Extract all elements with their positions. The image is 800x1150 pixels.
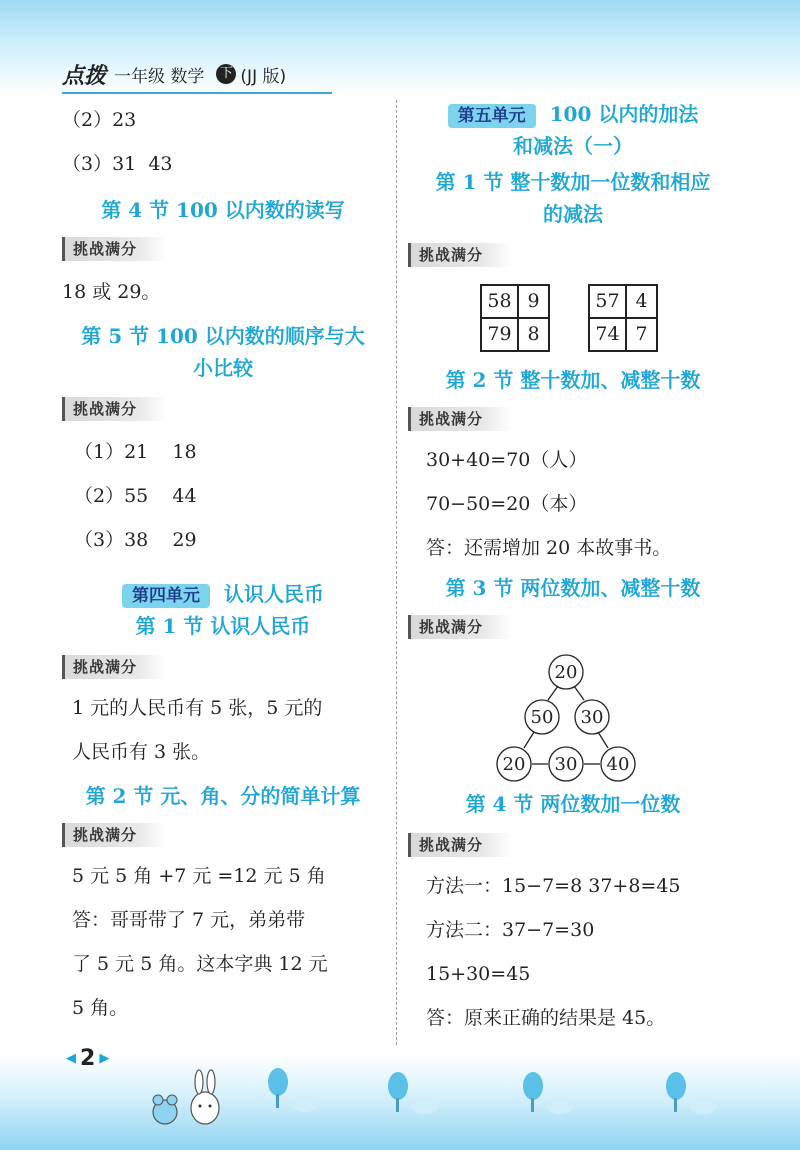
grid-cell: 74 [589, 318, 626, 351]
unit-title: 认识人民币 [224, 582, 324, 606]
answer-text: 5 角。 [72, 997, 129, 1019]
tree-icon [666, 1072, 717, 1114]
number-grid-2 [588, 284, 658, 352]
grid-cell: 8 [518, 318, 549, 351]
right-arrow-icon: ▶ [99, 1051, 110, 1066]
challenge-tag: 挑战满分 [62, 823, 167, 847]
challenge-tag: 挑战满分 [62, 237, 167, 261]
answer-line: （3）38 29 [74, 529, 197, 551]
answer-text: 70−50=20（本） [426, 493, 588, 515]
grid-cell: 9 [518, 285, 549, 318]
grid-cell: 7 [626, 318, 657, 351]
grade-subject: 一年级 数学 [114, 66, 205, 87]
answer-paragraph [62, 686, 384, 774]
answer-text: 答：哥哥带了 7 元，弟弟带 [72, 909, 306, 931]
answer-paragraph [62, 854, 384, 1030]
answer-text: 15+30=45 [426, 963, 531, 985]
grid-cell: 4 [626, 285, 657, 318]
answer-line: 18 或 29。 [62, 281, 161, 303]
section-title: 第 4 节 两位数加一位数 [465, 792, 681, 816]
section-title: 第 3 节 两位数加、减整十数 [445, 576, 701, 600]
tri-node-mid-left: 50 [530, 707, 554, 728]
tree-icon [523, 1072, 574, 1114]
left-column [62, 98, 384, 1030]
answer-text: 答：还需增加 20 本故事书。 [426, 537, 672, 559]
section-title: 第 1 节 整十数加一位数和相应 [435, 170, 711, 194]
unit-title-cont: 和减法（一） [513, 134, 633, 158]
page-header [62, 58, 286, 90]
challenge-tag: 挑战满分 [62, 655, 167, 679]
number-triangle-diagram [408, 648, 738, 788]
answer-text: 了 5 元 5 角。这本字典 12 元 [72, 953, 328, 975]
answer-text: 方法一：15−7=8 37+8=45 [426, 875, 681, 897]
section-title: 第 2 节 整十数加、减整十数 [445, 368, 701, 392]
answer-text: 1 元的人民币有 5 张，5 元的 [72, 697, 323, 719]
section-title-cont: 小比较 [193, 356, 253, 380]
challenge-tag: 挑战满分 [408, 615, 513, 639]
answer-paragraph [408, 864, 738, 1040]
unit-heading [62, 578, 384, 610]
challenge-tag: 挑战满分 [408, 243, 513, 267]
tree-icon [268, 1068, 319, 1112]
tri-node-mid-right: 30 [580, 707, 604, 728]
challenge-tag: 挑战满分 [408, 407, 513, 431]
grid-cell: 58 [481, 285, 518, 318]
tri-node-bot-right: 40 [606, 754, 630, 775]
footer-decorations [0, 1060, 800, 1140]
grid-cell: 79 [481, 318, 518, 351]
unit-heading [408, 98, 738, 130]
animal-friend-icon [153, 1095, 177, 1124]
answer-text: 方法二：37−7=30 [426, 919, 595, 941]
answer-line: （2）55 44 [74, 485, 197, 507]
section-title-cont: 的减法 [543, 202, 603, 226]
section-title: 第 5 节 100 以内数的顺序与大 [81, 324, 365, 348]
tri-node-bot-left: 20 [502, 754, 526, 775]
challenge-tag: 挑战满分 [62, 397, 167, 421]
volume-badge: 下 [216, 64, 236, 84]
page-number-text: 2 [80, 1046, 96, 1071]
unit-tag: 第四单元 [122, 584, 210, 608]
number-grids [480, 284, 738, 352]
section-title: 第 2 节 元、角、分的简单计算 [85, 784, 361, 808]
brand-logo: 点拨 [62, 63, 107, 89]
left-arrow-icon: ◀ [66, 1051, 76, 1066]
bunny-icon [191, 1070, 219, 1124]
tree-icon [388, 1072, 439, 1114]
right-column [408, 98, 738, 1040]
answer-text: 人民币有 3 张。 [72, 741, 211, 763]
number-grid-1 [480, 284, 550, 352]
grid-cell: 57 [589, 285, 626, 318]
header-underline [62, 92, 332, 94]
section-title: 第 4 节 100 以内数的读写 [101, 198, 345, 222]
unit-tag: 第五单元 [448, 104, 536, 128]
edition-label: (JJ 版) [240, 66, 287, 87]
answer-line: （1）21 18 [74, 441, 197, 463]
tri-node-bot-mid: 30 [554, 754, 578, 775]
answer-text: 5 元 5 角 +7 元 =12 元 5 角 [72, 865, 326, 887]
answer-line: （3）31 43 [62, 153, 173, 175]
answer-text: 30+40=70（人） [426, 449, 588, 471]
answer-line: （2）23 [62, 109, 137, 131]
answer-paragraph [408, 438, 738, 570]
answer-text: 答：原来正确的结果是 45。 [426, 1007, 666, 1029]
challenge-tag: 挑战满分 [408, 833, 513, 857]
tri-node-top: 20 [554, 662, 578, 683]
section-title: 第 1 节 认识人民币 [135, 614, 311, 638]
column-divider [396, 100, 397, 1045]
unit-title: 100 以内的加法 [549, 102, 699, 126]
